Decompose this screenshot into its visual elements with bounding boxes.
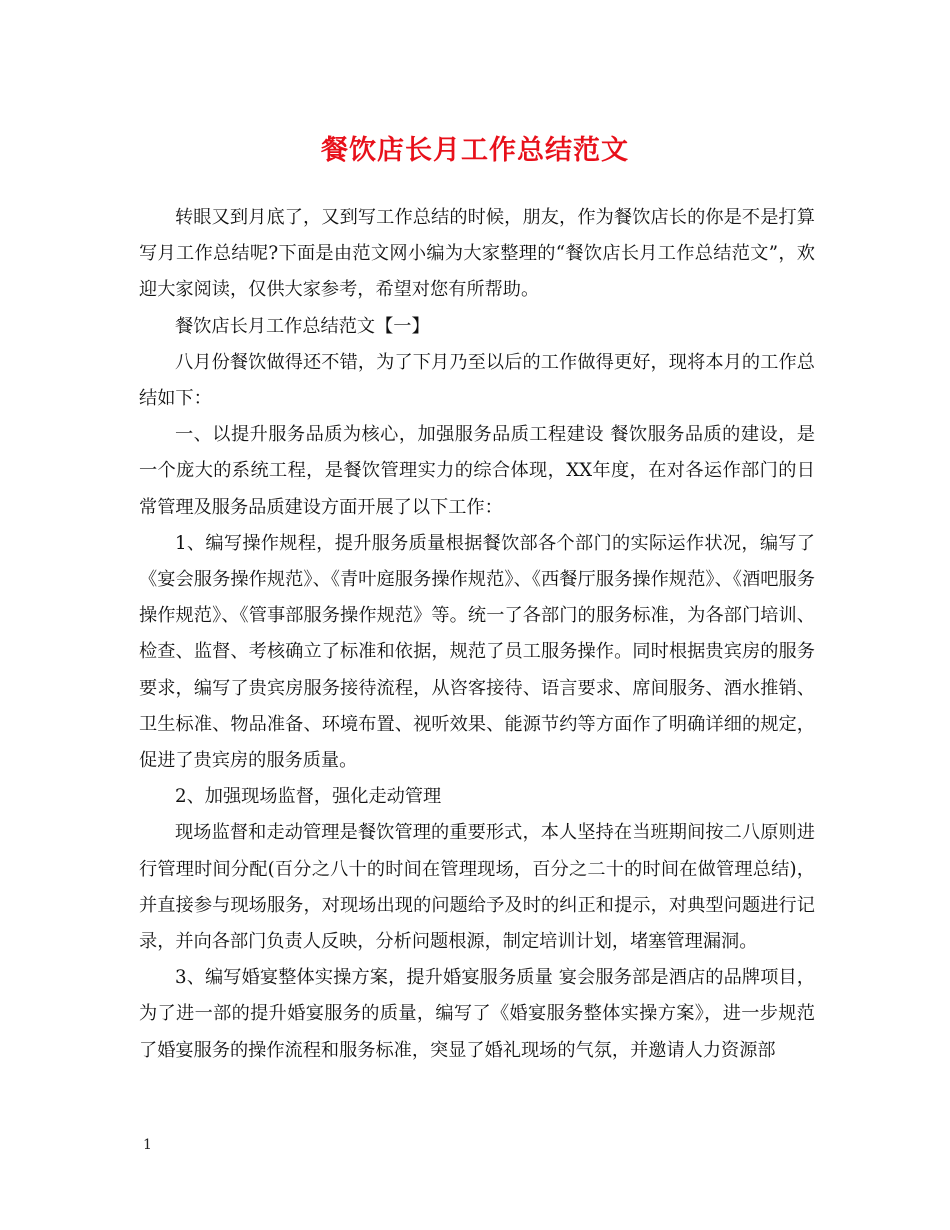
body-paragraph: 一、以提升服务品质为核心，加强服务品质工程建设 餐饮服务品质的建设，是一个庞大的系统工程，是餐饮管理实力的综合体现，XX年度，在对各运作部门的日常管理及服务品质建设方面开展了以下工作： — [139, 424, 815, 518]
document-title: 餐饮店长月工作总结范文 — [321, 135, 629, 166]
section-heading: 餐饮店长月工作总结范文【一】 — [175, 315, 430, 337]
document-body — [139, 200, 815, 1069]
intro-paragraph: 转眼又到月底了，又到写工作总结的时候，朋友，作为餐饮店长的你是不是打算写月工作总结呢?下面是由范文网小编为大家整理的“餐饮店长月工作总结范文”，欢迎大家阅读，仅供大家参考，希望对您有所帮助。 — [139, 207, 815, 301]
page-number: 1 — [143, 1137, 152, 1153]
body-paragraph: 3、编写婚宴整体实操方案，提升婚宴服务质量 宴会服务部是酒店的品牌项目，为了进一部的提升婚宴服务的质量，编写了《婚宴服务整体实操方案》，进一步规范了婚宴服务的操作流程和服务标准，突显了婚礼现场的气氛，并邀请人力资源部 — [139, 967, 815, 1061]
body-paragraph: 1、编写操作规程，提升服务质量根据餐饮部各个部门的实际运作状况，编写了《宴会服务操作规范》、《青叶庭服务操作规范》、《西餐厅服务操作规范》、《酒吧服务操作规范》、《管事部服务操作规范》等。统一了各部门的服务标准，为各部门培训、检查、监督、考核确立了标准和依据，规范了员工服务操作。同时根据贵宾房的服务要求，编写了贵宾房服务接待流程，从咨客接待、语言要求、席间服务、酒水推销、卫生标准、物品准备、环境布置、视听效果、能源节约等方面作了明确详细的规定，促进了贵宾房的服务质量。 — [139, 532, 815, 772]
subheading-paragraph: 2、加强现场监督，强化走动管理 — [175, 786, 442, 808]
body-paragraph: 现场监督和走动管理是餐饮管理的重要形式，本人坚持在当班期间按二八原则进行管理时间分配(百分之八十的时间在管理现场，百分之二十的时间在做管理总结)，并直接参与现场服务，对现场出现的问题给予及时的纠正和提示，对典型问题进行记录，并向各部门负责人反映，分析问题根源，制定培训计划，堵塞管理漏洞。 — [139, 822, 815, 953]
body-paragraph: 八月份餐饮做得还不错，为了下月乃至以后的工作做得更好，现将本月的工作总结如下： — [139, 351, 815, 410]
